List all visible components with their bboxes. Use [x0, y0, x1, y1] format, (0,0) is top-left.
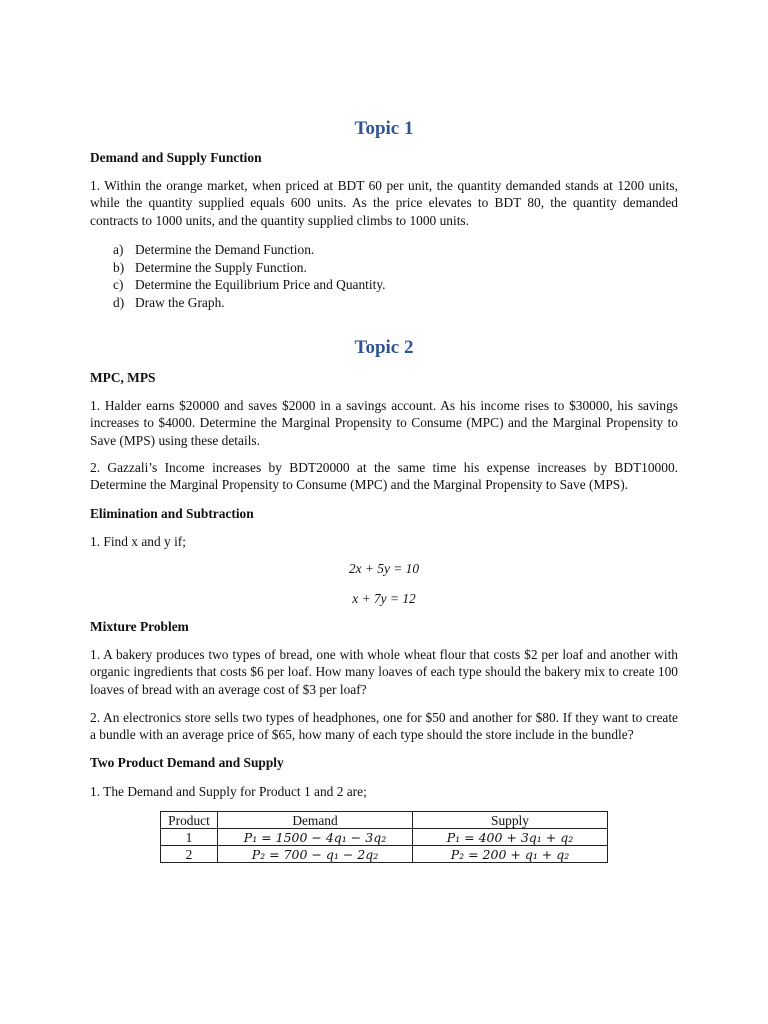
mpc-problem-2: 2. Gazzali’s Income increases by BDT20000 at the same time his expense increases by BDT10000. Determine the Marginal Propensity to Consume (MPC) and the Marginal Propensity to Save (MPS). — [90, 460, 678, 493]
table-header-cell: Demand — [218, 812, 413, 829]
list-item: a) Determine the Demand Function. — [113, 242, 315, 257]
topic-2-title: Topic 2 — [354, 337, 414, 358]
task-list — [113, 241, 386, 311]
equation-2: x + 7y = 12 — [352, 591, 416, 606]
mpc-problem-1: 1. Halder earns $20000 and saves $2000 in a savings account. As his income rises to $30000, his savings increases to $4000. Determine the Marginal Propensity to Consume (MPC) and the Marginal Propensity to Save (MPS) using these details. — [90, 398, 678, 448]
equation-1: 2x + 5y = 10 — [348, 561, 420, 576]
table-cell: P₂ = 700 − q₁ − 2q₂ — [218, 846, 413, 863]
table-cell: 1 — [161, 829, 218, 846]
list-item: b) Determine the Supply Function. — [113, 259, 307, 275]
mixture-problem-1: 1. A bakery produces two types of bread, one with whole wheat flour that costs $2 per loaf and another with organic ingredients that costs $6 per loaf. How many loaves of each type should the bakery mix to create 100 loaves of bread with an average cost of $3 per loaf? — [90, 647, 678, 697]
table-header-cell: Supply — [413, 812, 608, 829]
table-row — [161, 829, 608, 846]
list-item: c) Determine the Equilibrium Price and Quantity. — [113, 277, 386, 293]
table-row — [161, 846, 608, 863]
demand-supply-table — [160, 811, 608, 863]
topic-1-title: Topic 1 — [354, 118, 414, 139]
mpc-mps-heading: MPC, MPS — [90, 370, 156, 385]
mixture-problem-2: 2. An electronics store sells two types of headphones, one for $50 and another for $80. If they want to create a bundle with an average price of $65, how many of each type should the store include in the bundle? — [90, 710, 678, 743]
table-header-cell: Product — [161, 812, 218, 829]
two-product-heading: Two Product Demand and Supply — [90, 755, 284, 770]
table-cell: P₁ = 1500 − 4q₁ − 3q₂ — [218, 829, 413, 846]
elimination-heading: Elimination and Subtraction — [90, 506, 254, 521]
table-cell: 2 — [161, 846, 218, 863]
table-cell: P₁ = 400 + 3q₁ + q₂ — [413, 829, 608, 846]
list-item: d) Draw the Graph. — [113, 294, 225, 310]
demand-supply-heading: Demand and Supply Function — [90, 150, 262, 165]
table-cell: P₂ = 200 + q₁ + q₂ — [413, 846, 608, 863]
two-product-problem: 1. The Demand and Supply for Product 1 and 2 are; — [90, 784, 367, 799]
table-header-row — [161, 812, 608, 829]
mixture-heading: Mixture Problem — [90, 619, 189, 634]
elimination-problem: 1. Find x and y if; — [90, 534, 186, 549]
demand-supply-problem: 1. Within the orange market, when priced at BDT 60 per unit, the quantity demanded stands at 1200 units, while the quantity supplied equals 600 units. As the price elevates to BDT 80, the quantity demanded contracts to 1000 units, and the quantity supplied climbs to 1000 units. — [90, 178, 678, 228]
